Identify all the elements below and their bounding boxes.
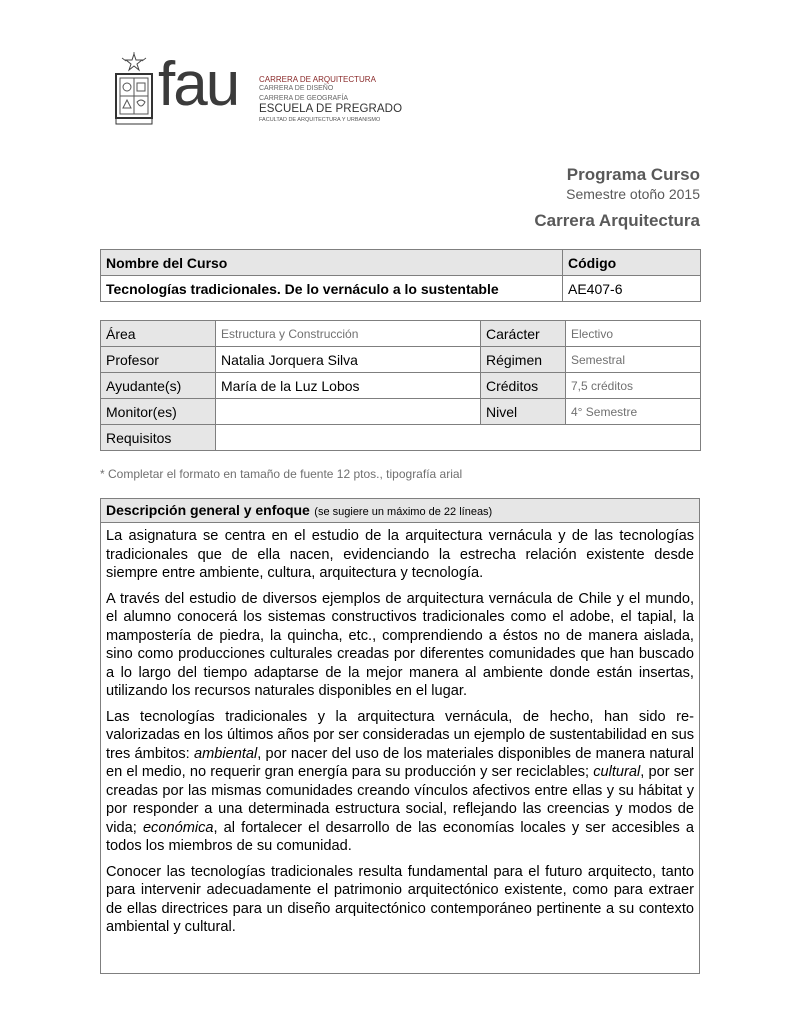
regimen-value: Semestral xyxy=(566,347,701,373)
p3-cultural: cultural xyxy=(593,764,641,780)
description-box xyxy=(100,498,700,974)
ayudante-value: María de la Luz Lobos xyxy=(216,373,481,399)
course-code-value: AE407-6 xyxy=(563,276,701,302)
course-name-table xyxy=(100,249,701,302)
caracter-value: Electivo xyxy=(566,321,701,347)
semester-label: Semestre otoño 2015 xyxy=(566,186,700,202)
requisitos-label: Requisitos xyxy=(101,425,216,451)
university-seal-icon xyxy=(110,52,158,128)
logo-line-2: CARRERA DE DISEÑO xyxy=(259,85,334,93)
monitor-label: Monitor(es) xyxy=(101,399,216,425)
description-body xyxy=(101,523,699,937)
description-subheading: (se sugiere un máximo de 22 líneas) xyxy=(314,506,493,518)
course-code-header: Código xyxy=(563,250,701,276)
caracter-label: Carácter xyxy=(481,321,566,347)
logo-line-1: CARRERA DE ARQUITECTURA xyxy=(259,75,376,84)
logo-line-4: ESCUELA DE PREGRADO xyxy=(259,103,403,116)
document-title: Programa Curso xyxy=(566,165,700,184)
logo-line-3: CARRERA DE GEOGRAFÍA xyxy=(259,94,349,102)
p3-text-c: , por nacer del uso de los materiales disponibles de manera natural en el medio, no requerir gran energía para su producción y ser reciclables; xyxy=(106,745,694,780)
p3-text-a: Las tecnologías tradicionales y la arquitectura vernácula, de hecho, han sido re-valorizadas en los últimos años por ser consideradas un ejemplo de sustentabilidad en sus tres ámbitos: xyxy=(106,708,694,762)
course-details-table xyxy=(100,320,701,451)
creditos-label: Créditos xyxy=(481,373,566,399)
profesor-value: Natalia Jorquera Silva xyxy=(216,347,481,373)
fau-logo xyxy=(108,52,408,132)
p3-text-g: , al fortalecer el desarrollo de las economías locales y ser accesibles a todos los miembros de su comunidad. xyxy=(106,819,694,854)
p3-economica: económica xyxy=(142,819,214,836)
course-name-header: Nombre del Curso xyxy=(101,250,563,276)
logo-wordmark: fau xyxy=(158,50,239,119)
creditos-value: 7,5 créditos xyxy=(566,373,701,399)
description-paragraph-2: A través del estudio de diversos ejemplos de arquitectura vernácula de Chile y el mundo, el alumno conocerá los sistemas constructivos tradicionales como el adobe, el tapial, la mampostería de piedra, la quincha, etc., comprendiendo a éstos no de manera aislada, sino como producciones culturales creadas por diferentes comunidades que han buscado a lo largo del tiempo adaptarse de la mejor manera al ambiente donde están insertas, utilizando los recursos naturales disponibles en el lugar. xyxy=(106,590,694,699)
description-paragraph-4: Conocer las tecnologías tradicionales resulta fundamental para el futuro arquitecto, tanto para intervenir adecuadamente el patrimonio arquitectónico existente, como para extraer de ellas directrices para un diseño arquitectónico contemporáneo pertinente a su contexto ambiental y cultural. xyxy=(106,863,694,935)
requisitos-value xyxy=(216,425,701,451)
course-name-value: Tecnologías tradicionales. De lo vernáculo a lo sustentable xyxy=(101,276,563,302)
description-paragraph-3 xyxy=(106,708,694,856)
logo-line-5: FACULTAD DE ARQUITECTURA Y URBANISMO xyxy=(259,117,381,124)
description-header xyxy=(101,499,699,523)
career-label: Carrera Arquitectura xyxy=(534,211,700,230)
nivel-value: 4° Semestre xyxy=(566,399,701,425)
format-note: * Completar el formato en tamaño de fuente 12 ptos., tipografía arial xyxy=(100,467,463,481)
area-value: Estructura y Construcción xyxy=(216,321,481,347)
p3-ambiental: ambiental xyxy=(193,745,258,762)
regimen-label: Régimen xyxy=(481,347,566,373)
area-label: Área xyxy=(101,321,216,347)
profesor-label: Profesor xyxy=(101,347,216,373)
description-paragraph-1: La asignatura se centra en el estudio de la arquitectura vernácula y de las tecnologías tradicionales que de ella nacen, evidenciando la estrecha relación existente desde siempre entre ambiente, cultura, arquitectura y tecnología. xyxy=(106,528,694,581)
nivel-label: Nivel xyxy=(481,399,566,425)
logo-text-block xyxy=(259,75,409,126)
ayudante-label: Ayudante(s) xyxy=(101,373,216,399)
monitor-value xyxy=(216,399,481,425)
p3-text-e: , por ser creadas por las mismas comunidades creando vínculos afectivos entre ellas y su hábitat y por responder a una determinada estructura social, reflejando las creencias y modos de vida; xyxy=(106,764,694,836)
description-heading: Descripción general y enfoque xyxy=(106,502,310,518)
